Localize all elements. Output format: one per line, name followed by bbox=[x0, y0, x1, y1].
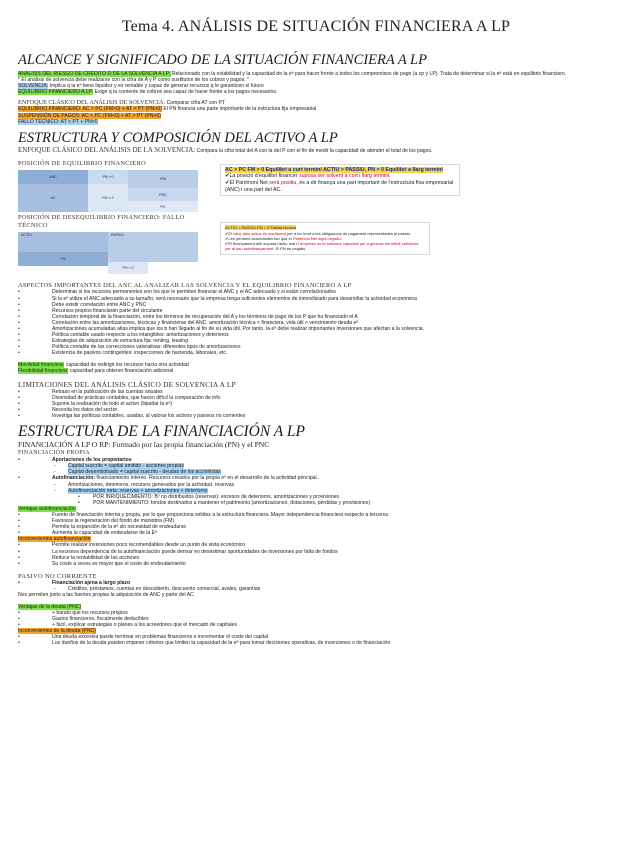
list-item: • Aumenta la capacidad de endeudarse de la Eª bbox=[18, 530, 614, 536]
desequilibrium-diagram bbox=[18, 232, 198, 274]
paragraph-enfoque-solvencia: ENFOQUE CLÁSICO DEL ANÁLISIS DE LA SOLVENCIA: Compara la cifra total del A con la del P con el fin de medir la capacidad de atender el total de los pagos. bbox=[18, 145, 433, 154]
block-pc: PC bbox=[128, 201, 198, 212]
list-item: • Fuente de financiación interna y propia, por lo que proporciona solidez a la estructura financiera. Mayor independencia financiera respecto a terceros. bbox=[18, 512, 614, 518]
list-item-autofinanciacion-neta: - Autofinanciación neta: reservas + amortizaciones + deterioros bbox=[18, 488, 614, 494]
paragraph-solvencia: SOLVENCIA: Implica q la eª tiene liquidez y es rentable y capaz de generar recursos q le garanticen el futuro bbox=[18, 83, 264, 90]
list-item: • Necesita los datos del sector bbox=[18, 407, 614, 413]
paragraph-enfoque-clasico: ENFOQUE CLÁSICO DEL ANÁLISIS DE SOLVENCIA: Comparar cifra AT con PT bbox=[18, 99, 226, 107]
list-item-capital-desembolsado: - Capital desembolsado = capital suscrito - deudas de los accionistas bbox=[18, 469, 614, 475]
ventajas-autofinanciacion-title: Ventajas autofinanciación bbox=[18, 505, 76, 512]
list-item: • Investiga las políticas contables, usadas, al valorar los activos y pasivos no corrientes bbox=[18, 413, 614, 419]
paragraph-movilidad: Movilidad financiera: capacidad de redirigir los recursos hacia otra actividad bbox=[18, 361, 189, 368]
list-item: • Una deuda excesiva puede terminar en problemas financieros e incrementar el coste del capital bbox=[18, 634, 614, 640]
aspects-title: ASPECTOS IMPORTANTES DEL ANC AL ANALIZAR LAS SOLVENCIA Y EL EQUILIBRIO FINANCIERO A LP bbox=[18, 282, 352, 290]
list-item: • + fácil, explicar estrategias o planes a los acreedores que el mercado de capitales bbox=[18, 622, 614, 628]
ventajas-deuda-title: Ventajas de la deuda (PNC) bbox=[18, 603, 82, 610]
list-item-mantenimiento: • POR MANTENIMIENTO: fondos destinados a mantener el patrimonio (amortizaciones, dotaciones, pérdidas y provisiones) bbox=[18, 500, 614, 506]
list-item: • Estrategias de adquisición de estructura fija: renting, leasing bbox=[18, 338, 614, 344]
section-heading-alcance: ALCANCE Y SIGNIFICADO DE LA SITUACIÓN FINANCIERA A LP bbox=[18, 52, 427, 68]
note-fallo-line4: ✔El finançament alié suposa l’actiu real i l’empresa no té suficient capacitat per a generar beneficis suficients per al seu autofinançament. El PN és negatiu. bbox=[225, 241, 419, 252]
list-item: • Política contable de las correcciones valorativas: diferentes tipos de amortizaciones bbox=[18, 344, 614, 350]
paragraph-nota-solvencia: * El análisis de solvencia debe realizarse con la cifra de A y P como sustitutos de los cobros y pagos. * bbox=[18, 77, 249, 84]
list-item: • Retraso en la publicación de las cuentas anuales bbox=[18, 389, 614, 395]
paragraph-nos-permiten: Nos permiten junto a las fuentes propias la adquisición de ANC y parte del AC bbox=[18, 592, 194, 599]
list-item: • Existencia de pasivos contingentes: inspecciones de hacienda, laborales, etc. bbox=[18, 350, 614, 356]
list-item-autofinanciacion: • Autofinanciación: financiamiento interno. Recursos creados por la propia eª en el desarrollo de la actividad principal.. bbox=[18, 475, 614, 481]
block-fm: FM > 0 bbox=[88, 184, 128, 212]
highlight-fallo-tecnico: FALLO TÉCNICO: AT < PT + PN<0 bbox=[18, 118, 98, 125]
paragraph-equilibrio-financiero: EQUILIBRIO FINANCIERO: AC > PC (FM>0) + AT > PT (PN>0) El PN financia una parte importante de la estructura fija empresarial bbox=[18, 106, 317, 113]
block-pn-deseq: PN bbox=[18, 252, 108, 266]
list-item-aportaciones: • Aportaciones de los propietarios bbox=[18, 457, 614, 463]
section-heading-financiacion: ESTRUCTURA DE LA FINANCIACIÓN A LP bbox=[18, 423, 305, 441]
list-item: • Permite realizar inversiones poco recomendables desde un punto de vista económico bbox=[18, 542, 614, 548]
list-item: • + barato que los recursos propios bbox=[18, 610, 614, 616]
list-item-financiacion-ajena: • Financiación ajena a largo plazo bbox=[18, 580, 614, 586]
list-item: • Determinar si los recursos permanentes son los que le permiten financiar el ANC y el AC adecuado y si están correlacionados bbox=[18, 289, 614, 295]
list-item: • Correlación entre las amortizaciones, técnicas y financieras del ANC: amortización técnica < financiera, vida útil > vencimiento deuda eª bbox=[18, 320, 614, 326]
list-item: • Reduce la rentabilidad de las acciones bbox=[18, 555, 614, 561]
list-item-enriquecimiento: • POR INRIQUECIMIENTO: Bº no distribuidos (reservas): excesos de deterioros, amortizaciones y provisiones bbox=[18, 494, 614, 500]
aspects-list bbox=[18, 289, 614, 356]
list-item: • Permite la expansión de la eª sin necesidad de endeudarse bbox=[18, 524, 614, 530]
block-pnl: PNl bbox=[128, 170, 198, 188]
list-item: • Favorece la regeneración del fondo de maniobra (FM) bbox=[18, 518, 614, 524]
note-equilibrio bbox=[220, 164, 460, 196]
list-item: • Amortizaciones acumuladas altas implica que los b han llegado al fin de su vida útil. Por tanto, la eª debe realizar importantes inversiones que afectan a la solvencia. bbox=[18, 326, 614, 332]
inconvenientes-autofinanciacion-title: Inconvenientes autofinanciación bbox=[18, 536, 91, 543]
paragraph-equilibrio-lp: EQUILIBRIO FINANCIERO A LP: Exige q la corriente de cobros sea capaz de hacer frente a los pagos necesarios. bbox=[18, 89, 278, 96]
equilibrium-diagram bbox=[18, 170, 198, 212]
block-pasivo: PASSIU bbox=[108, 232, 198, 262]
list-item: • Si la eª utiliza el ANC adecuado a su tamaño, será necesario que la empresa tenga suficientes elementos de inmovilizado para desarrollar la actividad económica bbox=[18, 296, 614, 302]
list-item: • Su coste a veces es mayor que el coste de endeudamiento bbox=[18, 561, 614, 567]
list-item: • La excesiva dependencia de la autofinanciación puede derivar en desestimar oportunidades de inversiones por falta de fondos bbox=[18, 549, 614, 555]
financiacion-propia-title: FINANCIACIÓN PROPIA bbox=[18, 449, 90, 456]
block-activo: ACTIU bbox=[18, 232, 108, 252]
ventajas-autofinanciacion-list bbox=[18, 512, 614, 536]
paragraph-flexibilidad: Flexibilidad financiera: capacidad para obtener financiación adicional bbox=[18, 367, 174, 374]
highlight-solvencia: SOLVENCIA: bbox=[18, 83, 49, 90]
highlight-equilibrio-financiero: EQUILIBRIO FINANCIERO: AC > PC (FM>0) + AT > PT (PN>0) bbox=[18, 106, 162, 113]
pasivo-no-corriente-title: PASIVO NO CORRIENTE bbox=[18, 572, 97, 580]
list-item: • Recursos propios financiarán parte del circulante bbox=[18, 308, 614, 314]
block-pn-negativo: PN < 0 bbox=[108, 262, 148, 274]
note-fallo-line1: ACTIU < PASSIU PN < 0 Fallida tècnica bbox=[225, 225, 297, 231]
list-item: • Los dueños de la deuda pueden imponer criterios que limiten la capacidad de la eª para tomar decisiones operativas, de inversiones o de financiación bbox=[18, 640, 614, 646]
section-heading-activo: ESTRUCTURA Y COMPOSICIÓN DEL ACTIVO A LP bbox=[18, 129, 338, 146]
list-item: • Diversidad de prácticas contables, que hacen difícil la comparación de info bbox=[18, 395, 614, 401]
ventajas-deuda-list bbox=[18, 610, 614, 628]
inconvenientes-deuda-title: Inconvenientes de la deuda (PNC) bbox=[18, 627, 96, 634]
paragraph-fallo-tecnico bbox=[18, 119, 614, 125]
block-anc: ANC bbox=[18, 170, 88, 184]
desequilibrium-diagram-block bbox=[18, 214, 208, 274]
list-item: • Gastos financieros, fiscalmente deducibles bbox=[18, 616, 614, 622]
list-item-creditos: - Créditos, préstamos, cuentas en descubierto, descuento comercial, avales, garantías bbox=[18, 586, 614, 592]
note-fallo-line3: ✔Les pèrdues acumulades fan que el Patrimoni Net sigui negatiu. bbox=[225, 235, 342, 241]
highlight-equilibrio-lp: EQUILIBRIO FINANCIERO A LP: bbox=[18, 89, 94, 96]
highlight-riesgo: ANÁLISIS DEL RIESGO DE CRÉDITO O DE LA SOLVENCIA A LP: bbox=[18, 71, 171, 77]
pos-desequilibrio-title: POSICIÓN DE DESEQUILIBRIO FINANCIERO: FALLO TÉCNICO bbox=[18, 214, 185, 229]
financiacion-subtitle: FINANCIACIÓN A LP O RP: Formado por las propia financiación (PN) y el PNC bbox=[18, 440, 270, 450]
list-item: • Supone la realización de todo el activo (liquidar la eª) bbox=[18, 401, 614, 407]
list-item: • Política contable usado respecto a los intangibles: amortizaciones y deterioros bbox=[18, 332, 614, 338]
list-item: • Correlación temporal de la financiación, entre los términos de recuperación del A y los términos de pago de los P que ha financiado el A bbox=[18, 314, 614, 320]
note-equilibrio-line2: ✔La posició d’equilibri financer suposa ser solvent a curt i llarg termini. bbox=[225, 173, 391, 180]
equilibrium-diagram-block bbox=[18, 160, 208, 212]
list-item-amortizaciones: - Amortizaciones, deterioros, recursos generados por la actividad, reservas bbox=[18, 482, 614, 488]
note-fallo-line2: ✔El valor dels actius és insuficient per a fer front a les obligacions de pagament representades al passiu. bbox=[225, 230, 411, 236]
desequilibrium-row bbox=[18, 214, 614, 274]
list-item-capital-suscrito: - Capital suscrito = capital emitido - acciones propias bbox=[18, 463, 614, 469]
document-title: Tema 4. ANÁLISIS DE SITUACIÓN FINANCIERA A LP bbox=[121, 18, 511, 35]
note-equilibrio-line3: ✔El Patrimoni Net serà positiu, és a dir finança una part important de l’estructura fixa empresarial (ANC) i una part del AC. bbox=[225, 180, 454, 193]
pos-equilibrio-title: POSICIÓN DE EQUILIBRIO FINANCIERO bbox=[18, 159, 146, 167]
paragraph-riesgo-credito: ANÁLISIS DEL RIESGO DE CRÉDITO O DE LA SOLVENCIA A LP: Relacionado con la estabilidad y la capacidad de la eª para hacer frente a todos los compromisos de pago (a cp y LP). Trata de determinar si la eª está en equilibrio financiero. bbox=[18, 71, 567, 77]
inconvenientes-autofinanciacion-list bbox=[18, 542, 614, 566]
inconvenientes-deuda-list bbox=[18, 634, 614, 646]
limitations-list bbox=[18, 389, 614, 419]
block-pn: PN > 0 bbox=[88, 170, 128, 184]
block-ac: AC bbox=[18, 184, 88, 212]
note-fallo bbox=[220, 222, 430, 254]
equilibrium-row bbox=[18, 160, 614, 212]
note-equilibrio-line1: AC > PC FM > 0 Equilibri a curt termini ACTIU > PASSIU, PN > 0 Equilibri a llarg termini bbox=[225, 166, 443, 173]
highlight-suspension-pagos: SUSPENSIÓN DE PAGOS: AC < PC (FM<0) + AT > PT (PN>0) bbox=[18, 112, 161, 119]
list-item: • Debe existir correlación entre ANC y PNC bbox=[18, 302, 614, 308]
limitations-title: LIMITACIONES DEL ANÁLISIS CLÁSICO DE SOLVENCIA A LP bbox=[18, 379, 236, 389]
block-pnc: PNC bbox=[128, 188, 198, 201]
